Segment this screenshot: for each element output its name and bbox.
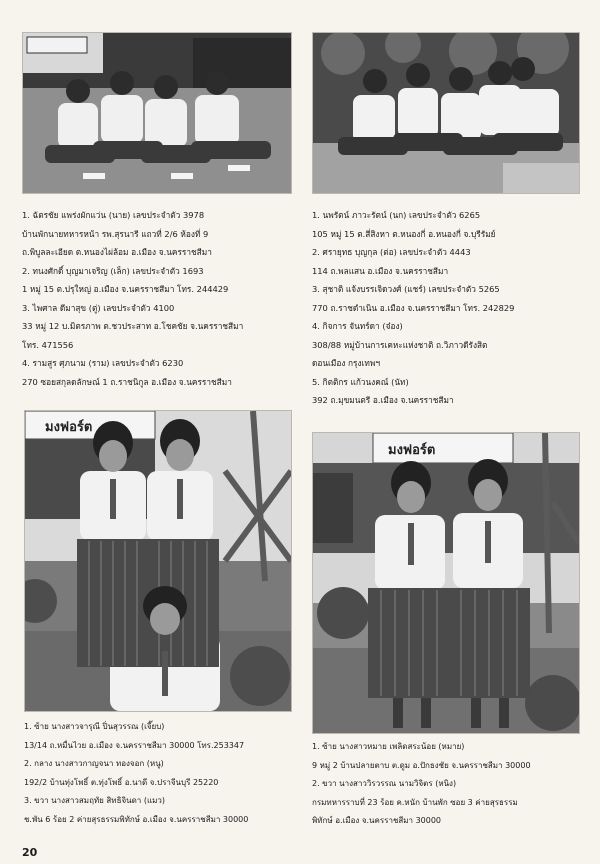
caption-line: 105 หมู่ 15 ต.สี่สิงหา ต.หนองกี่ อ.หนองกี่ จ.บุรีรัมย์ — [312, 228, 496, 239]
caption-top-right — [312, 206, 514, 410]
photo-bottom-right — [312, 432, 580, 734]
caption-line: 1. ฉัตรชัย แพร่งผักแว่น (นาย) เลขประจำตัว 3978 — [22, 210, 205, 220]
caption-line: 192/2 บ้านทุ่งโพธิ์ ต.ทุ่งโพธิ์ อ.นาดี จ.ปราจีนบุรี 25220 — [24, 777, 219, 787]
caption-line: 1. ซ้าย นางสาวจารุณี ปิ่นสุวรรณ (เจี๊ยบ) — [24, 722, 165, 731]
caption-line: พิทักษ์ อ.เมือง จ.นครราชสีมา 30000 — [312, 816, 442, 825]
caption-line: 308/88 หมู่บ้านการเคหะแห่งชาติ ถ.วิภาวดีรังสิต — [312, 339, 488, 350]
caption-line: บ้านพักนายทหารหน้า รพ.สุรนารี แถวที่ 2/6 ห้องที่ 9 — [22, 228, 209, 239]
caption-top-left — [22, 206, 243, 391]
caption-line: 392 ถ.มุขมนตรี อ.เมือง จ.นครราชสีมา — [312, 395, 454, 405]
caption-bottom-right — [312, 738, 531, 831]
caption-line: 13/14 ถ.หมื่นไวย อ.เมือง จ.นครราชสีมา 30000 โทร.253347 — [24, 740, 245, 750]
photo-top-left — [22, 32, 292, 194]
caption-line: 1. ซ้าย นางสาวหมาย เพลิดสระน้อย (หมาย) — [312, 742, 465, 751]
caption-line: 770 ถ.ราชดำเนิน อ.เมือง จ.นครราชสีมา โทร. 242829 — [312, 302, 515, 313]
page-number: 20 — [22, 846, 38, 859]
caption-line: 5. กิตติกร แก้วนงคณ์ (นัท) — [312, 376, 409, 387]
caption-line: 2. กลาง นางสาวกาญจนา ทองจอก (หนู) — [24, 759, 164, 768]
caption-line: 114 ถ.พลแสน อ.เมือง จ.นครราชสีมา — [312, 265, 449, 276]
caption-line: โทร. 471556 — [22, 339, 74, 350]
caption-line: 9 หมู่ 2 บ้านปลายตาบ ต.ดูม อ.ปักธงชัย จ.นครราชสีมา 30000 — [312, 760, 531, 770]
building-sign-text: มงฟอร์ต — [45, 420, 93, 435]
building-sign-text: มงฟอร์ต — [388, 443, 436, 458]
caption-line: ดอนเมือง กรุงเทพฯ — [312, 358, 380, 368]
caption-bottom-left — [24, 718, 248, 829]
caption-line: 33 หมู่ 12 บ.มิตรภาพ ต.ชวประสาท อ.โชคชัย จ.นครราชสีมา — [22, 321, 244, 331]
caption-line: 2. ขวา นางสาววิรวรรณ นามวิจิตร (หนิง) — [312, 779, 457, 788]
caption-line: ช.พัน 6 ร้อย 2 ค่ายสุรธรรมพิทักษ์ อ.เมือง จ.นครราชสีมา 30000 — [24, 814, 249, 824]
caption-line: 4. กิจการ จันทร์ดา (จ๋อง) — [312, 321, 403, 331]
caption-line: 2. ทนงศักดิ์ บุญมาเจริญ (เล็ก) เลขประจำตัว 1693 — [22, 265, 204, 276]
photo-top-right — [312, 32, 580, 194]
caption-line: 270 ซอยสกุลดลักษณ์ 1 ถ.ราชนิกูล อ.เมือง จ.นครราชสีมา — [22, 376, 232, 387]
photo-bottom-left — [24, 410, 292, 712]
caption-line: 4. รามสูร ศุภนาม (ราม) เลขประจำตัว 6230 — [22, 358, 184, 368]
caption-line: 3. ไพศาล ดีมาสุข (ตู่) เลขประจำตัว 4100 — [22, 302, 175, 313]
caption-line: กรมทหารราบที่ 23 ร้อย ค.หนัก บ้านพัก ซอย 3 ค่ายสุรธรรม — [312, 797, 518, 807]
caption-line: 2. ศรายุทธ บุญกุล (ต่อ) เลขประจำตัว 4443 — [312, 247, 471, 257]
caption-line: 3. ขวา นางสาวสมฤทัย สิทธิจินดา (แมว) — [24, 796, 165, 805]
caption-line: 3. สุชาติ แจ้งบรรเจิดวงศ์ (แชร์) เลขประจำตัว 5265 — [312, 284, 500, 294]
caption-line: 1. นพรัตน์ ภาวะรัตน์ (นก) เลขประจำตัว 6265 — [312, 210, 481, 220]
caption-line: 1 หมู่ 15 ต.ปรุใหญ่ อ.เมือง จ.นครราชสีมา โทร. 244429 — [22, 284, 229, 294]
caption-line: ถ.พิบูลละเอียด ต.หนองไผ่ล้อม อ.เมือง จ.นครราชสีมา — [22, 247, 212, 257]
